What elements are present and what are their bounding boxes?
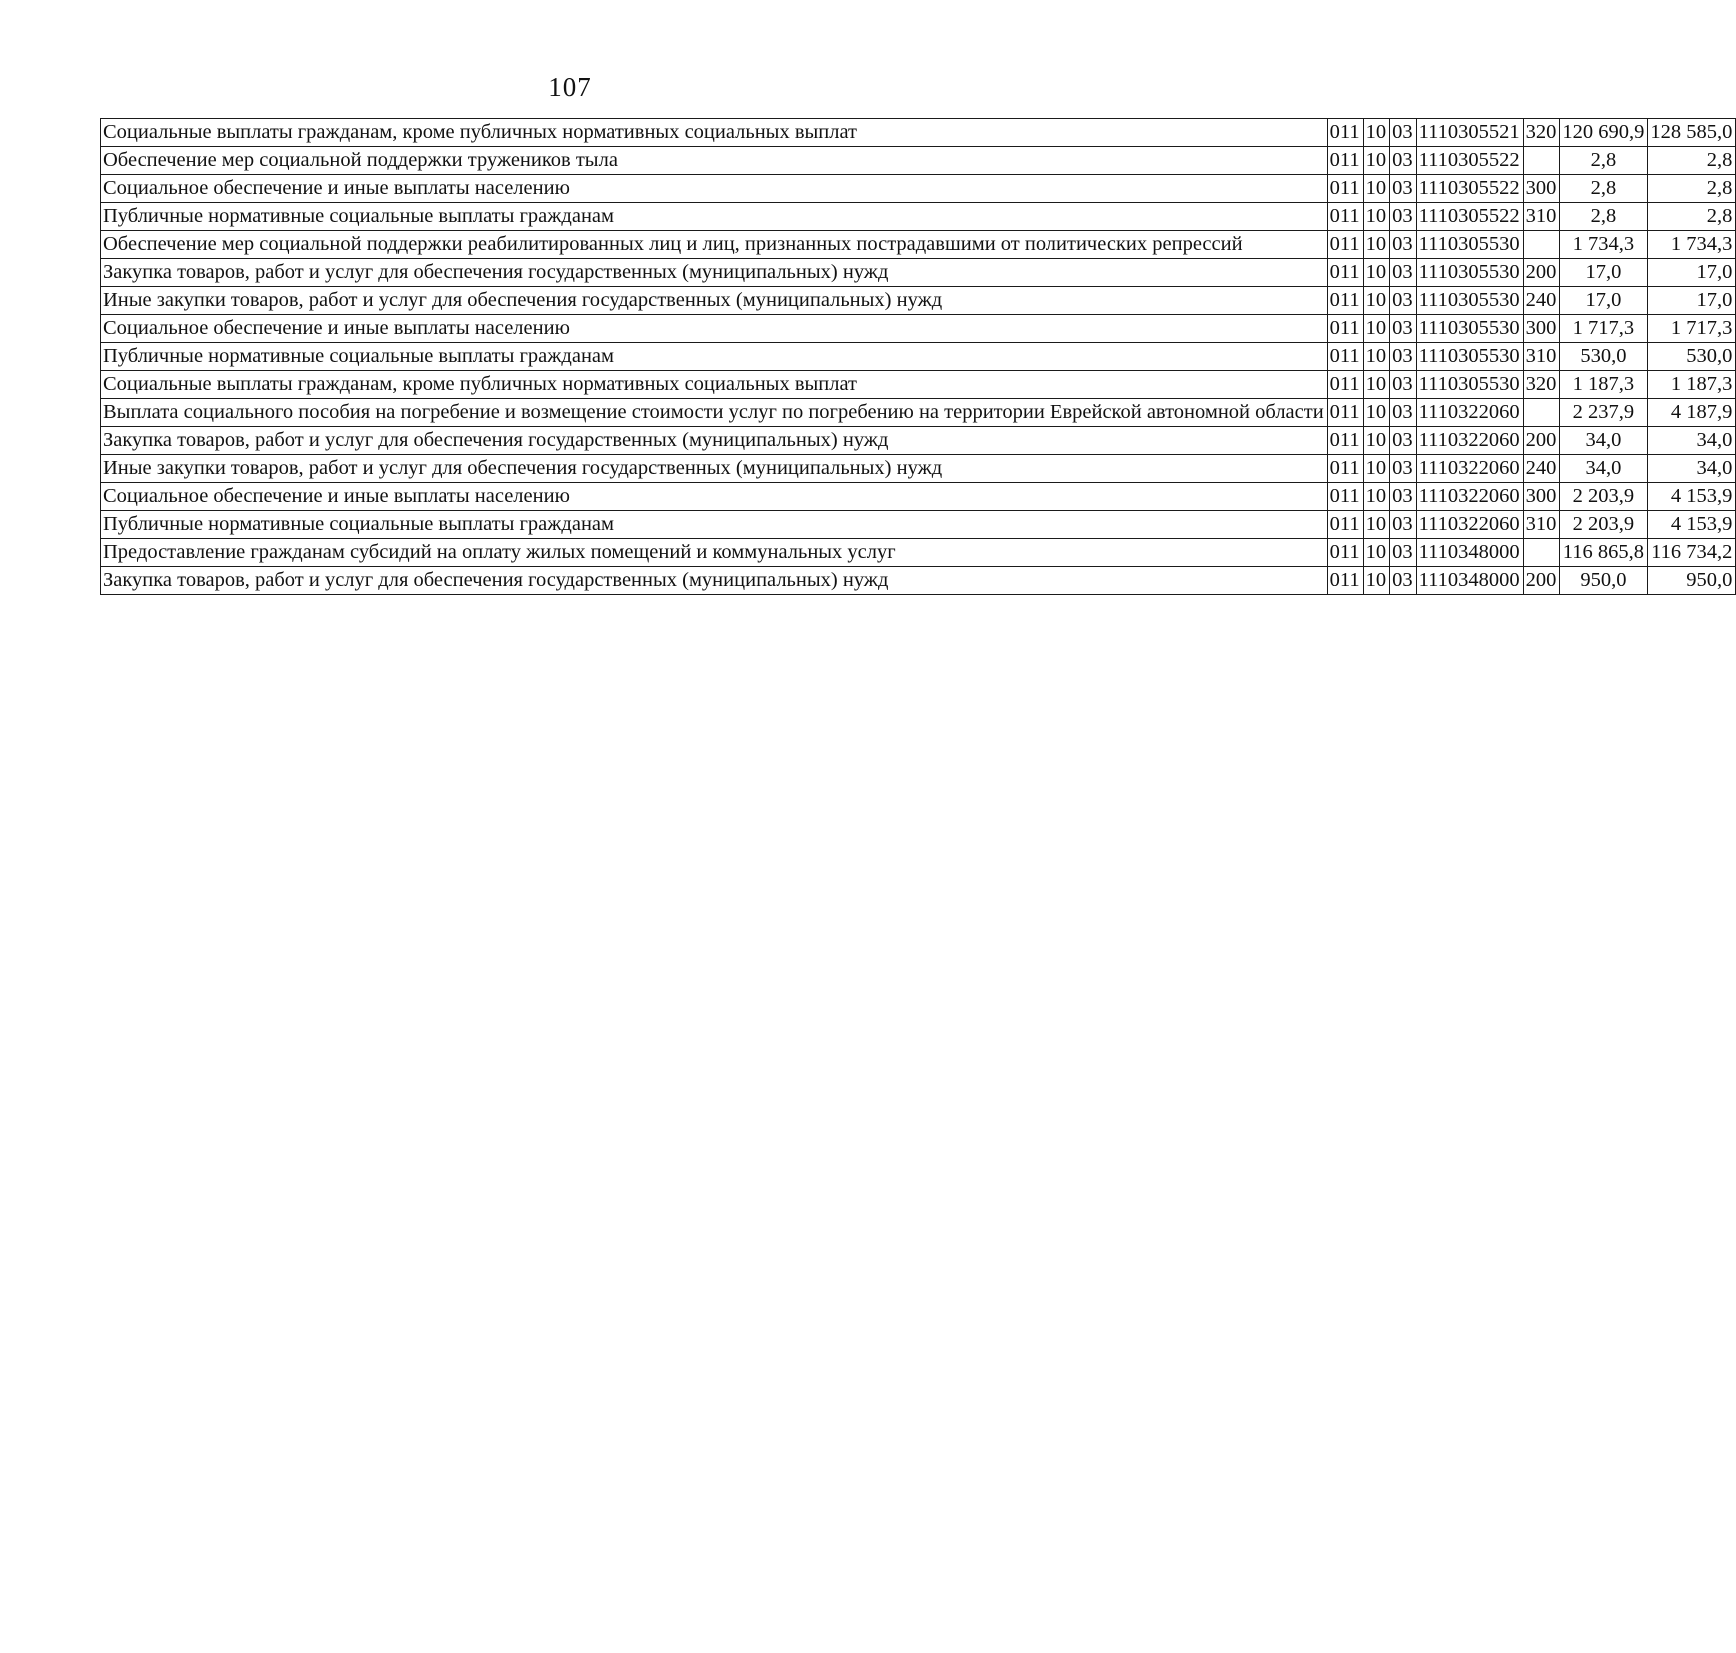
row-name-cell: Закупка товаров, работ и услуг для обеспечения государственных (муниципальных) нужд [101,427,1328,455]
row-name-cell: Публичные нормативные социальные выплаты гражданам [101,343,1328,371]
row-name-cell: Предоставление гражданам субсидий на оплату жилых помещений и коммунальных услуг [101,539,1328,567]
row-target-code-cell: 1110305521 [1416,119,1523,147]
row-expense-type-cell: 310 [1523,203,1560,231]
row-amount-2-cell: 34,0 [1648,455,1736,483]
row-amount-1-cell: 1 187,3 [1560,371,1648,399]
table-row [101,315,1736,343]
row-amount-2-cell: 17,0 [1648,259,1736,287]
row-subsection-cell: 03 [1390,203,1417,231]
row-amount-2-cell: 950,0 [1648,567,1736,595]
row-target-code-cell: 1110305522 [1416,175,1523,203]
row-expense-type-cell [1523,147,1560,175]
row-subsection-cell: 03 [1390,315,1417,343]
row-amount-1-cell: 2,8 [1560,147,1648,175]
row-amount-1-cell: 17,0 [1560,259,1648,287]
row-grbs-cell: 011 [1327,315,1363,343]
table-row [101,483,1736,511]
row-expense-type-cell: 200 [1523,567,1560,595]
row-amount-1-cell: 34,0 [1560,427,1648,455]
row-section-cell: 10 [1363,399,1390,427]
row-target-code-cell: 1110348000 [1416,539,1523,567]
row-expense-type-cell: 200 [1523,427,1560,455]
row-amount-2-cell: 2,8 [1648,147,1736,175]
row-section-cell: 10 [1363,259,1390,287]
row-grbs-cell: 011 [1327,147,1363,175]
row-grbs-cell: 011 [1327,539,1363,567]
table-row [101,259,1736,287]
table-row [101,371,1736,399]
row-expense-type-cell: 300 [1523,483,1560,511]
table-row [101,119,1736,147]
row-name-cell: Иные закупки товаров, работ и услуг для обеспечения государственных (муниципальных) нужд [101,455,1328,483]
row-expense-type-cell: 240 [1523,287,1560,315]
row-section-cell: 10 [1363,483,1390,511]
row-expense-type-cell: 310 [1523,343,1560,371]
row-section-cell: 10 [1363,203,1390,231]
row-target-code-cell: 1110305530 [1416,259,1523,287]
table-row [101,287,1736,315]
row-grbs-cell: 011 [1327,567,1363,595]
row-amount-1-cell: 2,8 [1560,175,1648,203]
row-amount-2-cell: 530,0 [1648,343,1736,371]
row-subsection-cell: 03 [1390,231,1417,259]
row-subsection-cell: 03 [1390,371,1417,399]
row-grbs-cell: 011 [1327,259,1363,287]
row-expense-type-cell: 310 [1523,511,1560,539]
row-amount-1-cell: 2 203,9 [1560,483,1648,511]
row-amount-2-cell: 128 585,0 [1648,119,1736,147]
row-name-cell: Публичные нормативные социальные выплаты гражданам [101,511,1328,539]
row-subsection-cell: 03 [1390,455,1417,483]
row-section-cell: 10 [1363,511,1390,539]
row-grbs-cell: 011 [1327,511,1363,539]
row-expense-type-cell: 320 [1523,119,1560,147]
row-section-cell: 10 [1363,119,1390,147]
row-section-cell: 10 [1363,455,1390,483]
row-expense-type-cell: 320 [1523,371,1560,399]
table-row [101,539,1736,567]
row-expense-type-cell [1523,231,1560,259]
table-row [101,455,1736,483]
row-expense-type-cell: 300 [1523,315,1560,343]
row-grbs-cell: 011 [1327,455,1363,483]
row-section-cell: 10 [1363,567,1390,595]
row-section-cell: 10 [1363,371,1390,399]
table-row [101,231,1736,259]
row-amount-2-cell: 4 153,9 [1648,511,1736,539]
row-name-cell: Обеспечение мер социальной поддержки реабилитированных лиц и лиц, признанных пострадавшими от политических репрессий [101,231,1328,259]
row-section-cell: 10 [1363,175,1390,203]
row-section-cell: 10 [1363,231,1390,259]
table-row [101,147,1736,175]
row-subsection-cell: 03 [1390,399,1417,427]
row-target-code-cell: 1110322060 [1416,511,1523,539]
row-name-cell: Выплата социального пособия на погребение и возмещение стоимости услуг по погребению на территории Еврейской автономной области [101,399,1328,427]
row-subsection-cell: 03 [1390,567,1417,595]
row-grbs-cell: 011 [1327,203,1363,231]
row-amount-1-cell: 950,0 [1560,567,1648,595]
table-row [101,399,1736,427]
row-section-cell: 10 [1363,147,1390,175]
table-row [101,511,1736,539]
row-subsection-cell: 03 [1390,259,1417,287]
row-expense-type-cell: 300 [1523,175,1560,203]
row-amount-1-cell: 34,0 [1560,455,1648,483]
row-target-code-cell: 1110305530 [1416,371,1523,399]
row-expense-type-cell [1523,399,1560,427]
row-amount-2-cell: 2,8 [1648,175,1736,203]
row-expense-type-cell [1523,539,1560,567]
row-subsection-cell: 03 [1390,175,1417,203]
row-amount-2-cell: 1 734,3 [1648,231,1736,259]
row-target-code-cell: 1110305522 [1416,147,1523,175]
row-amount-1-cell: 1 717,3 [1560,315,1648,343]
row-amount-1-cell: 1 734,3 [1560,231,1648,259]
row-amount-2-cell: 34,0 [1648,427,1736,455]
table-row [101,567,1736,595]
row-grbs-cell: 011 [1327,427,1363,455]
row-name-cell: Социальное обеспечение и иные выплаты населению [101,175,1328,203]
row-target-code-cell: 1110305522 [1416,203,1523,231]
row-grbs-cell: 011 [1327,175,1363,203]
row-name-cell: Иные закупки товаров, работ и услуг для обеспечения государственных (муниципальных) нужд [101,287,1328,315]
page-number: 107 [548,72,592,102]
budget-table [100,118,1736,595]
row-subsection-cell: 03 [1390,147,1417,175]
row-name-cell: Социальные выплаты гражданам, кроме публичных нормативных социальных выплат [101,371,1328,399]
row-grbs-cell: 011 [1327,343,1363,371]
row-amount-1-cell: 120 690,9 [1560,119,1648,147]
table-row [101,343,1736,371]
row-section-cell: 10 [1363,315,1390,343]
row-amount-1-cell: 2 203,9 [1560,511,1648,539]
row-subsection-cell: 03 [1390,539,1417,567]
row-amount-1-cell: 2 237,9 [1560,399,1648,427]
row-target-code-cell: 1110348000 [1416,567,1523,595]
row-section-cell: 10 [1363,539,1390,567]
row-amount-2-cell: 116 734,2 [1648,539,1736,567]
row-name-cell: Публичные нормативные социальные выплаты гражданам [101,203,1328,231]
row-name-cell: Социальное обеспечение и иные выплаты населению [101,483,1328,511]
row-grbs-cell: 011 [1327,231,1363,259]
row-subsection-cell: 03 [1390,483,1417,511]
row-amount-2-cell: 17,0 [1648,287,1736,315]
row-amount-2-cell: 4 187,9 [1648,399,1736,427]
row-subsection-cell: 03 [1390,119,1417,147]
row-section-cell: 10 [1363,343,1390,371]
row-target-code-cell: 1110305530 [1416,343,1523,371]
row-subsection-cell: 03 [1390,287,1417,315]
row-name-cell: Закупка товаров, работ и услуг для обеспечения государственных (муниципальных) нужд [101,567,1328,595]
row-subsection-cell: 03 [1390,511,1417,539]
row-target-code-cell: 1110305530 [1416,287,1523,315]
row-grbs-cell: 011 [1327,483,1363,511]
row-subsection-cell: 03 [1390,427,1417,455]
row-amount-1-cell: 530,0 [1560,343,1648,371]
row-amount-2-cell: 1 187,3 [1648,371,1736,399]
row-amount-2-cell: 1 717,3 [1648,315,1736,343]
row-name-cell: Закупка товаров, работ и услуг для обеспечения государственных (муниципальных) нужд [101,259,1328,287]
row-expense-type-cell: 240 [1523,455,1560,483]
row-grbs-cell: 011 [1327,399,1363,427]
row-name-cell: Социальные выплаты гражданам, кроме публичных нормативных социальных выплат [101,119,1328,147]
table-body [101,119,1736,595]
row-grbs-cell: 011 [1327,287,1363,315]
row-grbs-cell: 011 [1327,119,1363,147]
row-name-cell: Социальное обеспечение и иные выплаты населению [101,315,1328,343]
row-name-cell: Обеспечение мер социальной поддержки тружеников тыла [101,147,1328,175]
row-amount-2-cell: 2,8 [1648,203,1736,231]
table-row [101,427,1736,455]
row-amount-1-cell: 17,0 [1560,287,1648,315]
row-amount-1-cell: 116 865,8 [1560,539,1648,567]
table-row [101,203,1736,231]
row-expense-type-cell: 200 [1523,259,1560,287]
row-target-code-cell: 1110322060 [1416,427,1523,455]
row-amount-1-cell: 2,8 [1560,203,1648,231]
row-target-code-cell: 1110305530 [1416,315,1523,343]
row-target-code-cell: 1110322060 [1416,399,1523,427]
table-row [101,175,1736,203]
row-target-code-cell: 1110322060 [1416,483,1523,511]
row-section-cell: 10 [1363,287,1390,315]
row-target-code-cell: 1110305530 [1416,231,1523,259]
row-section-cell: 10 [1363,427,1390,455]
row-subsection-cell: 03 [1390,343,1417,371]
row-target-code-cell: 1110322060 [1416,455,1523,483]
row-amount-2-cell: 4 153,9 [1648,483,1736,511]
row-grbs-cell: 011 [1327,371,1363,399]
